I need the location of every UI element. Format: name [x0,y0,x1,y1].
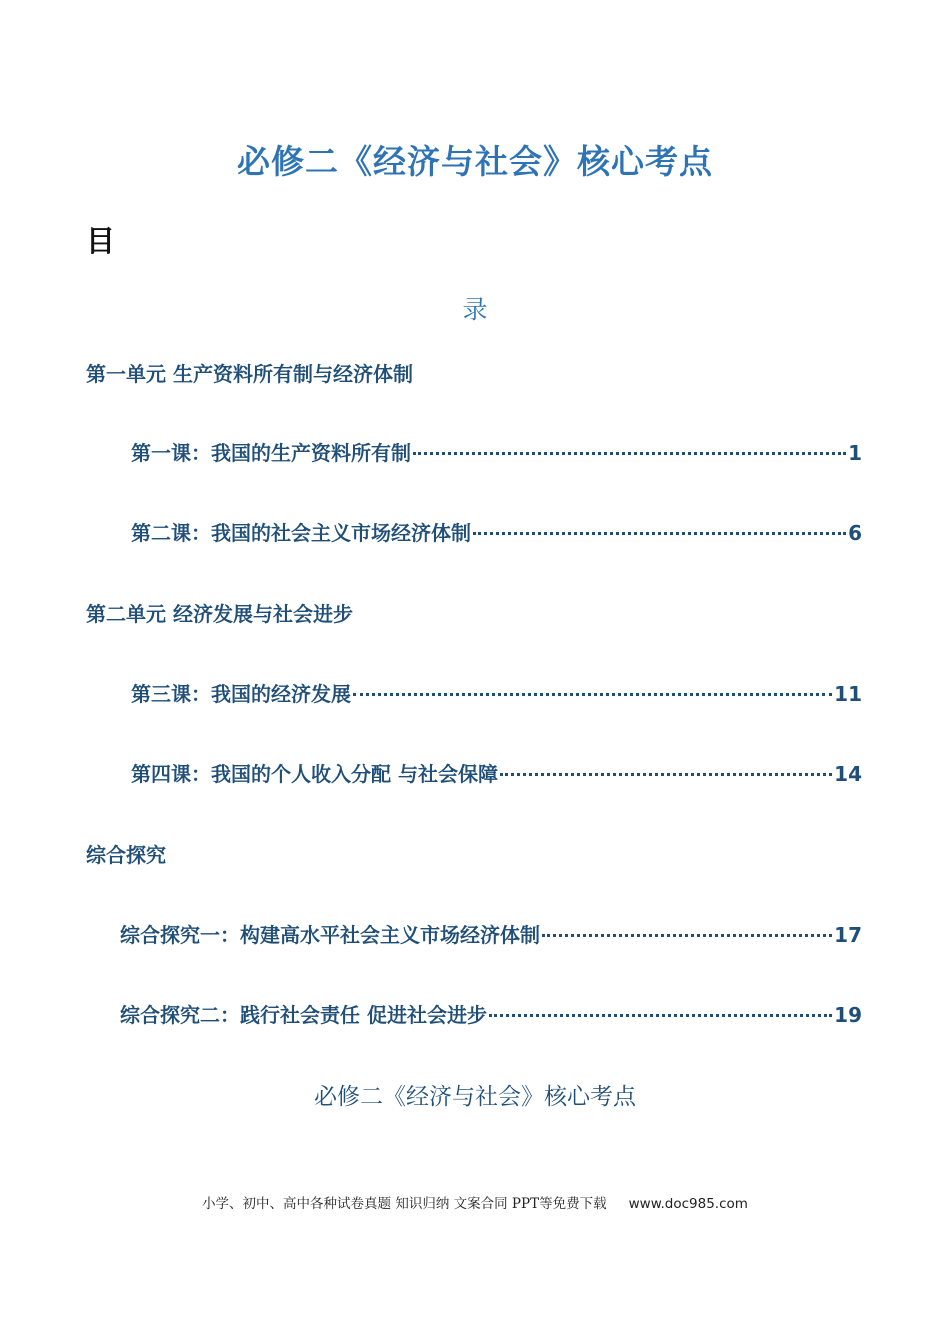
toc-entry-label: 第三课：我国的经济发展 [131,682,351,706]
footer-text: 小学、初中、高中各种试卷真题 知识归纳 文案合同 PPT等免费下载 [202,1196,607,1212]
toc-entry[interactable] [131,758,862,787]
toc-dot-leader [473,532,846,535]
toc-entry[interactable] [131,517,862,546]
toc-dot-leader [500,773,832,776]
toc-entry-label: 综合探究一：构建高水平社会主义市场经济体制 [120,923,540,947]
toc-entry-page: 14 [834,762,862,786]
toc-entry-page: 6 [848,521,862,545]
toc-unit-2-title: 第二单元 经济发展与社会进步 [86,602,353,626]
toc-dot-leader [413,452,846,455]
footer-url-link[interactable]: www.doc985.com [628,1196,748,1212]
toc-entry-label: 综合探究二：践行社会责任 促进社会进步 [120,1003,487,1027]
section-title: 必修二《经济与社会》核心考点 [314,1084,636,1110]
toc-entry[interactable] [131,678,862,707]
toc-entry-page: 1 [848,441,862,465]
toc-heading-part2: 录 [462,295,488,324]
toc-entry[interactable] [120,999,862,1028]
toc-entry[interactable] [120,919,862,948]
page-footer [0,1192,950,1212]
toc-entry-label: 第二课：我国的社会主义市场经济体制 [131,521,471,545]
toc-entry[interactable] [131,437,862,466]
toc-entry-label: 第一课：我国的生产资料所有制 [131,441,411,465]
toc-entry-page: 19 [834,1003,862,1027]
toc-dot-leader [353,693,832,696]
document-title: 必修二《经济与社会》核心考点 [237,142,713,181]
toc-entry-page: 11 [834,682,862,706]
toc-unit-3-title: 综合探究 [86,843,166,867]
toc-unit-1-title: 第一单元 生产资料所有制与经济体制 [86,362,413,386]
toc-dot-leader [542,934,832,937]
toc-heading-part1: 目 [86,224,116,258]
toc-entry-label: 第四课：我国的个人收入分配 与社会保障 [131,762,498,786]
toc-dot-leader [489,1014,832,1017]
toc-entry-page: 17 [834,923,862,947]
